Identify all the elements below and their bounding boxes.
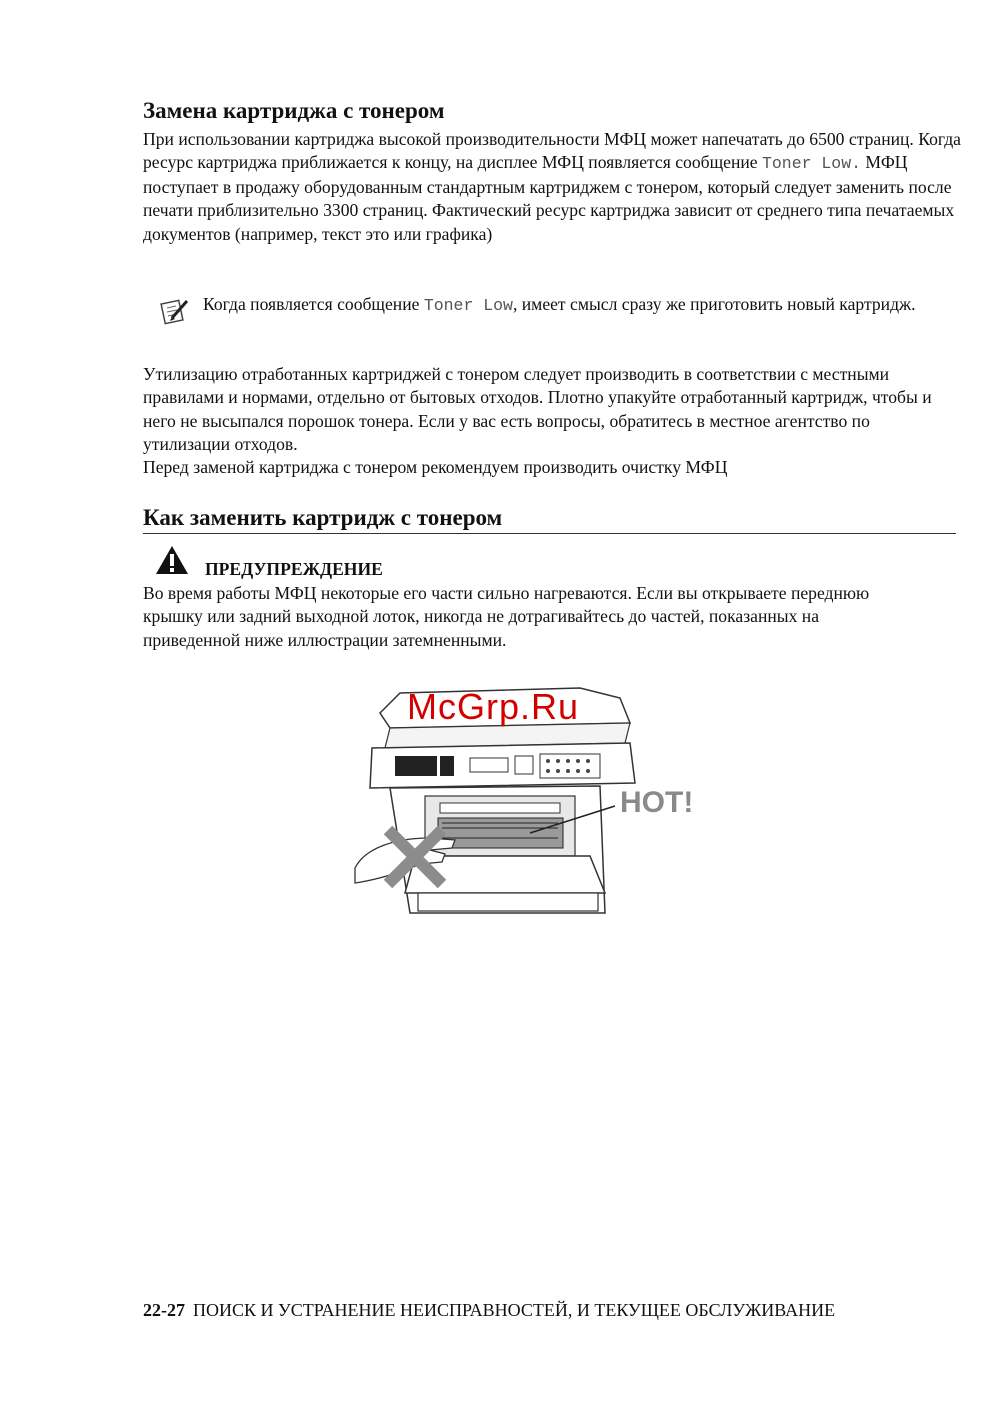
warning-title: ПРЕДУПРЕЖДЕНИЕ bbox=[205, 559, 383, 579]
warning-icon bbox=[155, 545, 189, 575]
paragraph-cleaning: Перед заменой картриджа с тонером рекомендуем производить очистку МФЦ bbox=[143, 457, 728, 477]
section-divider bbox=[143, 533, 956, 534]
paragraph-cartridge-capacity bbox=[143, 128, 963, 246]
display-message-code: Toner Low. bbox=[761, 154, 862, 174]
note-text-part: , имеет смысл сразу же приготовить новый картридж. bbox=[512, 294, 916, 314]
note-text-part: Когда появляется сообщение bbox=[203, 294, 424, 314]
warning-text: Во время работы МФЦ некоторые его части сильно нагреваются. Если вы открываете переднюю крышку или задний выходной лоток, никогда не дотрагивайтесь до частей, показанных на приведенной ниже иллюстрации затемненными. bbox=[143, 583, 870, 650]
paragraph-text: МФЦ поступает в продажу оборудованным стандартным картриджем с тонером, который следует заменить после печати приблизительно 3300 страниц. Фактический ресурс картриджа зависит от среднего типа печатаемых документов (например, текст это или графика) bbox=[143, 152, 955, 244]
note-text bbox=[203, 293, 963, 317]
hot-label: HOT! bbox=[620, 786, 694, 819]
section-title-toner-replacement: Замена картриджа с тонером bbox=[143, 98, 445, 123]
page-number: 22-27 bbox=[143, 1300, 185, 1320]
watermark: McGrp.Ru bbox=[407, 686, 580, 727]
section-title-how-to-replace: Как заменить картридж с тонером bbox=[143, 505, 503, 530]
note-pencil-icon bbox=[160, 296, 190, 326]
page-footer bbox=[143, 1300, 835, 1321]
paragraph-text: При использовании картриджа высокой производительности МФЦ может напечатать до 6500 страниц. Когда ресурс картриджа приближается к концу, на дисплее МФЦ появляется сообщение bbox=[143, 129, 961, 173]
chapter-title: ПОИСК И УСТРАНЕНИЕ НЕИСПРАВНОСТЕЙ, И ТЕКУЩЕЕ ОБСЛУЖИВАНИЕ bbox=[193, 1300, 836, 1320]
paragraph-disposal: Утилизацию отработанных картриджей с тонером следует производить в соответствии с местными правилами и нормами, отдельно от бытовых отходов. Плотно упакуйте отработанный картридж, чтобы и него не высыпался порошок тонера. Если у вас есть вопросы, обратитесь в местное агентство по утилизации отходов. bbox=[143, 364, 932, 455]
display-message-code: Toner Low bbox=[423, 296, 513, 315]
